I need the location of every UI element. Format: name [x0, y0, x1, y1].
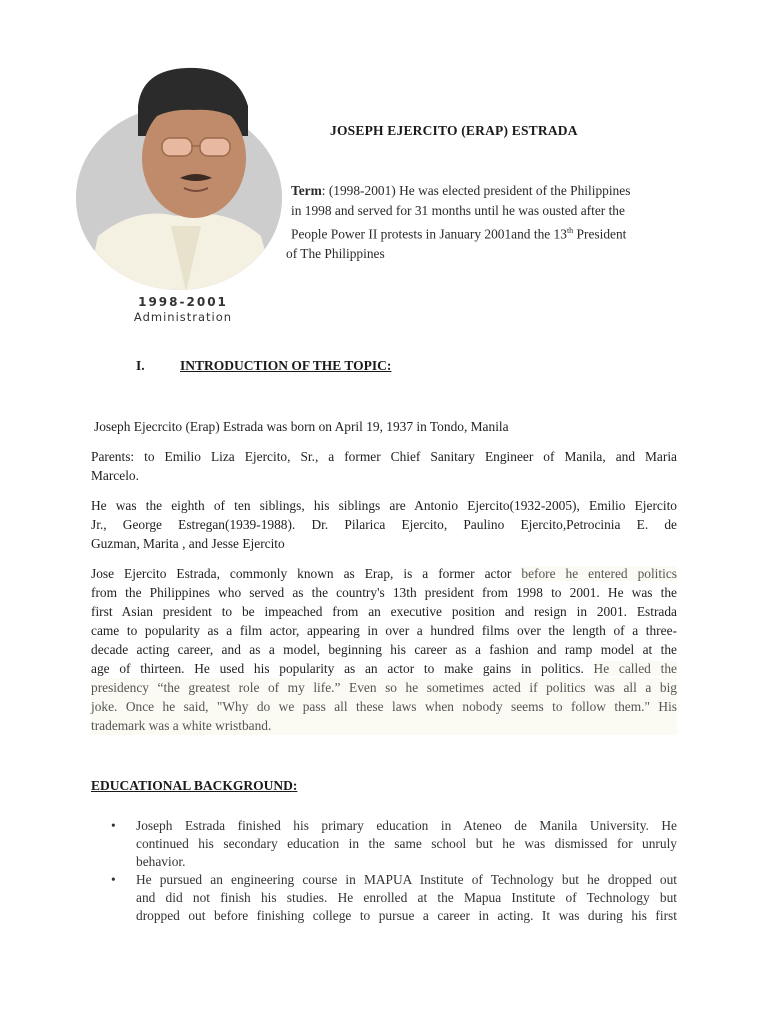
siblings-paragraph: He was the eighth of ten siblings, his siblings are Antonio Ejercito(1932-2005), Emilio Ejercito Jr., George Estregan(1939-1988). Dr. Pilarica Ejercito, Paulino Ejercito,Petrocinia E. de Guzman, Marita , and Jesse Ejercito [91, 498, 677, 551]
portrait-photo [76, 66, 282, 292]
section-heading-introduction [136, 358, 391, 374]
list-item: • Joseph Estrada finished his primary education in Ateneo de Manila University. He continued his secondary education in the same school but he was dismissed for unruly behavior. [111, 818, 677, 869]
term-line-1: Term: (1998-2001) He was elected president of the Philippines [291, 183, 631, 198]
bullet-icon: • [111, 872, 116, 887]
administration-label: Administration [133, 310, 233, 324]
term-label: Term [291, 183, 322, 198]
term-line-3: People Power II protests in January 2001and the 13th President [291, 226, 627, 242]
bullet-icon: • [111, 818, 116, 833]
administration-years: 1998-2001 [138, 295, 228, 309]
education-list [111, 817, 677, 925]
education-heading: EDUCATIONAL BACKGROUND: [91, 778, 298, 793]
section-title: INTRODUCTION OF THE TOPIC: [180, 358, 392, 373]
term-summary [286, 181, 678, 264]
term-line-4: of The Philippines [286, 246, 385, 262]
administration-caption [108, 295, 258, 324]
birth-paragraph: Joseph Ejecrcito (Erap) Estrada was born on April 19, 1937 in Tondo, Manila [94, 419, 509, 434]
document-title: JOSEPH EJERCITO (ERAP) ESTRADA [330, 123, 578, 138]
parents-paragraph: Parents: to Emilio Liza Ejercito, Sr., a former Chief Sanitary Engineer of Manila, and Maria Marcelo. [91, 449, 677, 483]
biography-paragraph: Jose Ejercito Estrada, commonly known as Erap, is a former actor before he entered politics from the Philippines who served as the country's 13th president from 1998 to 2001. He was the first Asian president to be impeached from an executive position and resign in 2001. Estrada came to popularity as a film actor, appearing in over a hundred films over the length of a three- decade acting career, and as a model, beginning his career as a fashion and ramp model at the age of thirteen. He used his popularity as an actor to make gains in politics. He called the presidency “the greatest role of my life.” Even so he sometimes acted if politics was all a big joke. Once he said, "Why do we pass all these laws when nobody seems to follow them." His trademark was a white wristband. [91, 566, 677, 733]
list-item: • He pursued an engineering course in MAPUA Institute of Technology but he dropped out and did not finish his studies. He enrolled at the Mapua Institute of Technology but dropped out before finishing college to pursue a career in acting. It was during his first [111, 872, 677, 923]
section-number: I. [136, 358, 145, 373]
portrait [76, 66, 282, 292]
term-line-2: in 1998 and served for 31 months until he was ousted after the [291, 203, 625, 218]
